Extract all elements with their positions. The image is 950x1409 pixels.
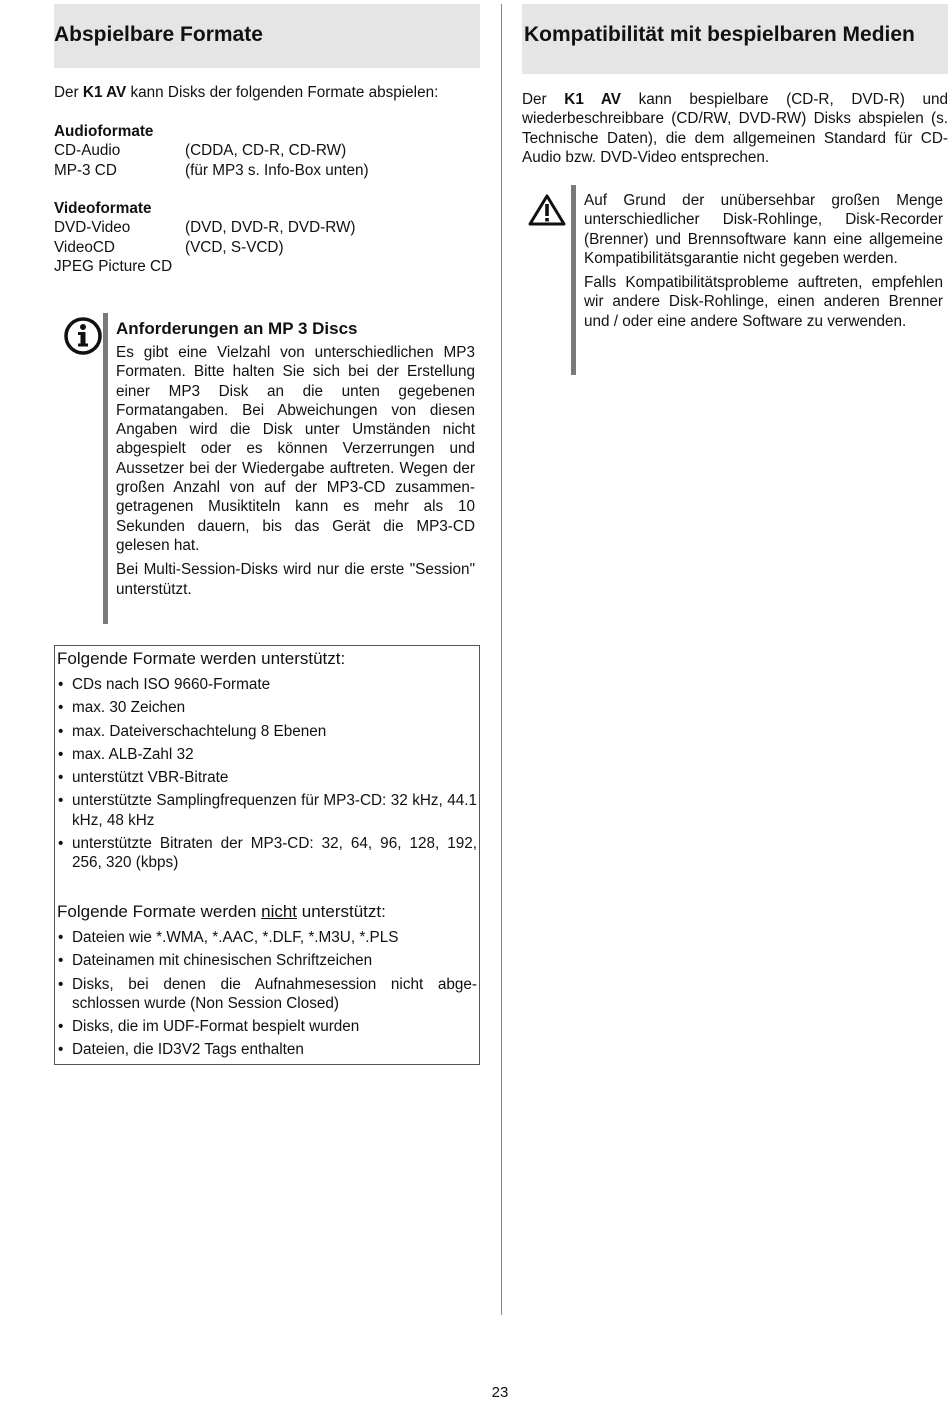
bullet-icon: • xyxy=(58,975,64,993)
bullet-icon: • xyxy=(58,722,64,740)
list-item: • Dateien, die ID3V2 Tags enthalten xyxy=(58,1041,304,1059)
infobox-body: Es gibt eine Vielzahl von unterschiedlichen MP3 Formaten. Bitte halten Sie sich bei der Erstellung einer MP3 Disk an die unten gegebenen Formatangaben. Bei Abweichungen von diesen Angaben wird die Disk unter Umständen nicht abgespielt oder es können Verzerrungen und Aussetzer bei der Wiedergabe auftreten. Wegen der großen Anzahl von auf der MP3-CD zusammen-getragenen Musiktiteln kann es mehr als 10 Sekunden dauern, bis das Gerät die MP3-CD gelesen hat. xyxy=(116,344,475,554)
list-item: • max. Dateiverschachtelung 8 Ebenen xyxy=(58,722,327,740)
list-item: • unterstützte Samplingfrequenzen für MP3-CD: 32 kHz, 44.1 kHz, 48 kHz xyxy=(58,792,477,829)
warning-icon xyxy=(528,193,566,227)
right-heading-bar xyxy=(522,4,948,74)
list-item: • max. 30 Zeichen xyxy=(58,699,186,717)
video-formats-title: Videoformate xyxy=(54,200,152,217)
right-heading: Kompatibilität mit bespielbaren Medien xyxy=(524,23,915,46)
left-heading-bar xyxy=(54,4,480,68)
info-icon xyxy=(63,316,103,356)
supported-title: Folgende Formate werden unterstützt: xyxy=(57,649,346,668)
list-item: • CDs nach ISO 9660-Formate xyxy=(58,676,271,693)
list-item: • unterstützte Bitraten der MP3-CD: 32, 64, 96, 128, 192, 256, 320 (kbps) xyxy=(58,835,477,872)
model-name: K1 AV xyxy=(82,84,127,101)
format-row: CD-Audio (CDDA, CD-R, CD-RW) xyxy=(54,142,347,160)
audio-formats xyxy=(54,122,484,180)
bullet-icon: • xyxy=(58,769,64,787)
list-item: • Dateinamen mit chinesischen Schriftzeichen xyxy=(58,952,373,970)
bullet-icon: • xyxy=(58,676,64,693)
infobox-note: Bei Multi-Session-Disks wird nur die erste "Session" unterstützt. xyxy=(116,561,475,598)
emphasis-nicht: nicht xyxy=(261,902,298,921)
bullet-icon: • xyxy=(58,1041,64,1059)
warning-text-2: Falls Kompatibilitätsprobleme auftreten, empfehlen wir andere Disk-Rohlinge, einen anderen Brenner und / oder eine andere Software zu verwenden. xyxy=(584,274,943,330)
intro-paragraph: Der K1 AV kann Disks der folgenden Formate abspielen: xyxy=(54,84,439,101)
format-row: MP-3 CD (für MP3 s. Info-Box unten) xyxy=(54,161,369,179)
warning-text-1: Auf Grund der unübersehbar großen Menge unterschiedlicher Disk-Rohlinge, Disk-Recorder (Brenner) und Brennsoftware kann eine allgemeine Kompatibilitätsgarantie nicht gegeben werden. xyxy=(584,192,943,267)
format-row: JPEG Picture CD xyxy=(54,257,173,275)
column-divider xyxy=(501,4,502,1315)
bullet-icon: • xyxy=(58,835,64,853)
infobox-rule xyxy=(103,313,108,624)
list-item: • Dateien wie *.WMA, *.AAC, *.DLF, *.M3U, *.PLS xyxy=(58,929,399,946)
bullet-icon: • xyxy=(58,1018,64,1036)
infobox-title: Anforderungen an MP 3 Discs xyxy=(116,319,358,338)
unsupported-formats xyxy=(57,901,477,1060)
bullet-icon: • xyxy=(58,952,64,970)
format-row: VideoCD (VCD, S-VCD) xyxy=(54,238,284,256)
warning-box xyxy=(584,191,943,331)
bullet-icon: • xyxy=(58,745,64,763)
warning-rule xyxy=(571,185,576,375)
model-name: K1 AV xyxy=(564,91,622,108)
left-heading: Abspielbare Formate xyxy=(54,23,263,46)
list-item: • Disks, die im UDF-Format bespielt wurden xyxy=(58,1018,360,1036)
bullet-icon: • xyxy=(58,699,64,717)
bullet-icon: • xyxy=(58,929,64,946)
supported-formats xyxy=(57,648,477,873)
list-item: • unterstützt VBR-Bitrate xyxy=(58,769,229,787)
bullet-icon: • xyxy=(58,792,64,810)
compatibility-intro: Der K1 AV kann bespielbare (CD-R, DVD-R) und wiederbeschreibbare (CD/RW, DVD-RW) Disks abspielen (s. Technische Daten), die dem allgemeinen Standard für CD-Audio bzw. DVD-Video entsprechen. xyxy=(522,91,949,166)
format-row: DVD-Video (DVD, DVD-R, DVD-RW) xyxy=(54,219,356,237)
audio-formats-title: Audioformate xyxy=(54,123,154,140)
list-item: • max. ALB-Zahl 32 xyxy=(58,745,194,763)
page-number: 23 xyxy=(491,1384,509,1401)
infobox xyxy=(116,318,475,599)
list-item: • Disks, bei denen die Aufnahmesession nicht abge-schlossen wurde (Non Session Closed) xyxy=(58,975,477,1012)
video-formats xyxy=(54,199,484,276)
unsupported-title: Folgende Formate werden nicht unterstützt: xyxy=(57,902,386,921)
